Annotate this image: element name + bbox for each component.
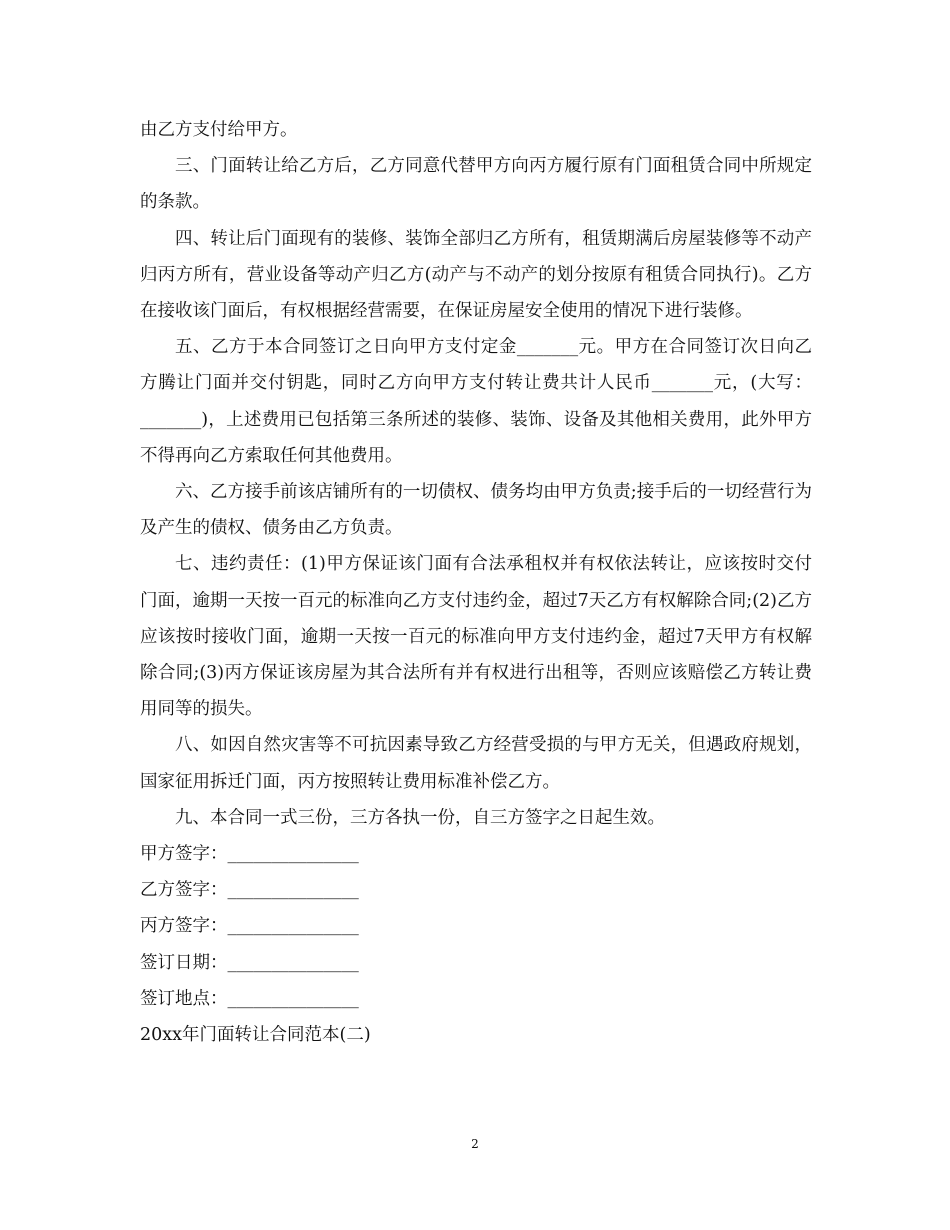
signature-line-party-b: 乙方签字：_______________ (140, 880, 359, 901)
paragraph-continuation: 由乙方支付给甲方。 (140, 120, 298, 140)
paragraph-clause-3: 三、门面转让给乙方后，乙方同意代替甲方向丙方履行原有门面租赁合同中所规定的条款。 (140, 156, 812, 213)
signing-place-line: 签订地点：_______________ (140, 988, 359, 1009)
paragraph-clause-8: 八、如因自然灾害等不可抗因素导致乙方经营受损的与甲方无关，但遇政府规划，国家征用拆迁门面，丙方按照转让费用标准补偿乙方。 (140, 735, 812, 792)
paragraph-clause-9: 九、本合同一式三份，三方各执一份，自三方签字之日起生效。 (175, 807, 665, 828)
page-number: 2 (471, 1137, 479, 1151)
paragraph-clause-5: 五、乙方于本合同签订之日向甲方支付定金_______元。甲方在合同签订次日向乙方腾让门面并交付钥匙，同时乙方向甲方支付转让费共计人民币_______元，(大写：_______)，上述费用已包括第三条所述的装修、装饰、设备及其他相关费用，此外甲方不得再向乙方索取任何其他费用。 (140, 337, 812, 466)
signature-line-party-c: 丙方签字：_______________ (140, 916, 359, 937)
document-body (140, 112, 812, 1053)
signature-line-party-a: 甲方签字：_______________ (140, 844, 359, 865)
paragraph-clause-7: 七、违约责任：(1)甲方保证该门面有合法承租权并有权依法转让，应该按时交付门面，逾期一天按一百元的标准向乙方支付违约金，超过7天乙方有权解除合同;(2)乙方应该按时接收门面，逾期一天按一百元的标准向甲方支付违约金，超过7天甲方有权解除合同;(3)丙方保证该房屋为其合法所有并有权进行出租等，否则应该赔偿乙方转让费用同等的损失。 (140, 554, 812, 720)
signing-date-line: 签订日期：_______________ (140, 952, 359, 973)
next-section-title: 20xx年门面转让合同范本(二) (140, 1025, 371, 1046)
paragraph-clause-6: 六、乙方接手前该店铺所有的一切债权、债务均由甲方负责;接手后的一切经营行为及产生的债权、债务由乙方负责。 (140, 482, 812, 539)
paragraph-clause-4: 四、转让后门面现有的装修、装饰全部归乙方所有，租赁期满后房屋装修等不动产归丙方所有，营业设备等动产归乙方(动产与不动产的划分按原有租赁合同执行)。乙方在接收该门面后，有权根据经营需要，在保证房屋安全使用的情况下进行装修。 (140, 228, 812, 322)
